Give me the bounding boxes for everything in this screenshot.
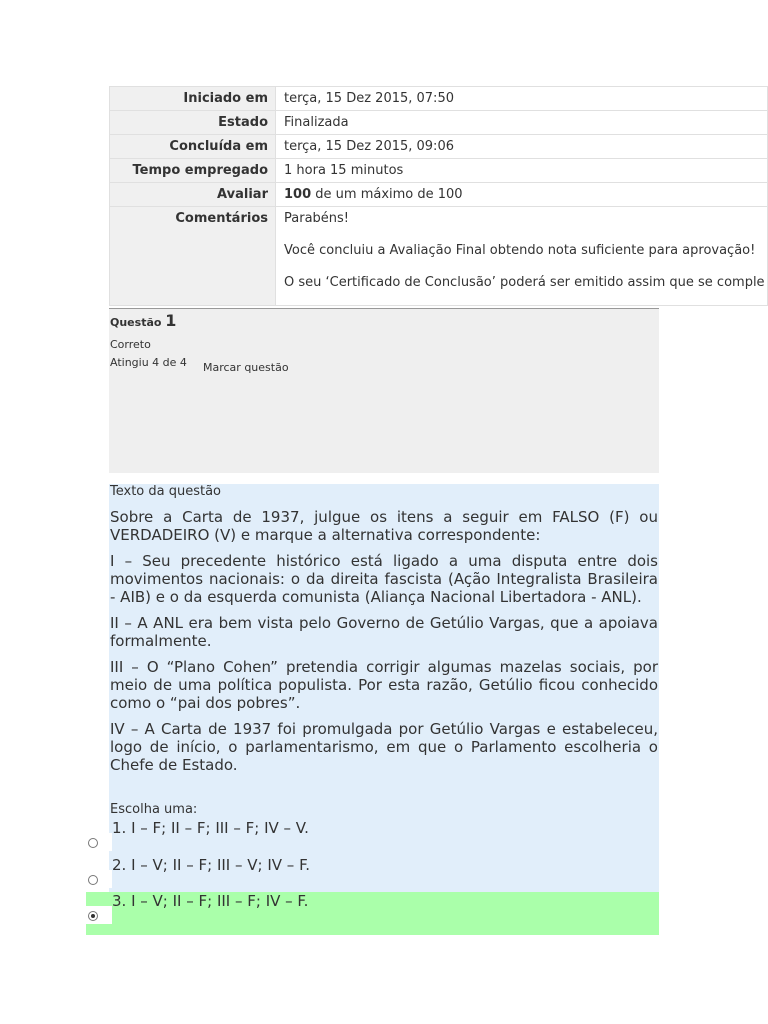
summary-label: Estado xyxy=(110,111,276,135)
question-text xyxy=(110,508,658,782)
answer-radio-1[interactable] xyxy=(86,833,112,851)
summary-row-feedback xyxy=(110,207,768,306)
summary-label: Comentários xyxy=(110,207,276,306)
feedback-line: Você concluiu a Avaliação Final obtendo nota suficiente para aprovação! xyxy=(284,243,756,258)
summary-row-completed xyxy=(110,135,768,159)
question-text-label: Texto da questão xyxy=(110,484,222,499)
choose-one-prompt: Escolha uma: xyxy=(110,802,198,817)
summary-value: terça, 15 Dez 2015, 09:06 xyxy=(276,135,768,159)
summary-label: Avaliar xyxy=(110,183,276,207)
question-prefix: Questão xyxy=(110,316,162,329)
question-number-value: 1 xyxy=(165,311,177,330)
question-grade: Atingiu 4 de 4 xyxy=(110,356,187,369)
question-info-sidebar xyxy=(109,309,204,461)
feedback-line: O seu ‘Certificado de Conclusão’ poderá ser emitido assim que se comple xyxy=(284,275,765,290)
question-paragraph: I – Seu precedente histórico está ligado a uma disputa entre dois movimentos nacionais: o da direita fascista (Ação Integralista Brasileira - AIB) e o da esquerda comunista (Aliança Nacional Libertadora - ANL). xyxy=(110,552,658,606)
summary-value: Finalizada xyxy=(276,111,768,135)
attempt-summary-table xyxy=(109,86,768,306)
question-paragraph: II – A ANL era bem vista pelo Governo de Getúlio Vargas, que a apoiava formalmente. xyxy=(110,614,658,650)
question-paragraph: Sobre a Carta de 1937, julgue os itens a seguir em FALSO (F) ou VERDADEIRO (V) e marque a alternativa correspondente: xyxy=(110,508,658,544)
summary-value: terça, 15 Dez 2015, 07:50 xyxy=(276,87,768,111)
flag-question-link[interactable]: Marcar questão xyxy=(203,361,289,374)
grade-score: 100 xyxy=(284,187,312,202)
answer-radio-2[interactable] xyxy=(86,870,112,888)
summary-label: Tempo empregado xyxy=(110,159,276,183)
question-paragraph: III – O “Plano Cohen” pretendia corrigir algumas mazelas sociais, por meio de uma política populista. Por esta razão, Getúlio ficou conhecido como o “pai dos pobres”. xyxy=(110,658,658,712)
summary-value xyxy=(276,183,768,207)
summary-row-state xyxy=(110,111,768,135)
answer-label-3[interactable]: 3. I – V; II – F; III – F; IV – F. xyxy=(112,892,309,910)
grade-max: de um máximo de 100 xyxy=(311,187,463,202)
summary-row-grade xyxy=(110,183,768,207)
summary-label: Concluída em xyxy=(110,135,276,159)
question-state: Correto xyxy=(110,338,151,351)
question-number xyxy=(110,311,204,330)
feedback-line: Parabéns! xyxy=(284,211,350,226)
answer-radio-3[interactable] xyxy=(86,906,112,924)
summary-row-started xyxy=(110,87,768,111)
summary-value: 1 hora 15 minutos xyxy=(276,159,768,183)
summary-row-time-taken xyxy=(110,159,768,183)
answer-label-2[interactable]: 2. I – V; II – F; III – V; IV – F. xyxy=(112,856,311,874)
question-paragraph: IV – A Carta de 1937 foi promulgada por Getúlio Vargas e estabeleceu, logo de início, o parlamentarismo, em que o Parlamento escolheria o Chefe de Estado. xyxy=(110,720,658,774)
feedback-text xyxy=(276,207,768,306)
answer-label-1[interactable]: 1. I – F; II – F; III – F; IV – V. xyxy=(112,819,309,837)
question-info-box xyxy=(109,308,659,473)
summary-label: Iniciado em xyxy=(110,87,276,111)
